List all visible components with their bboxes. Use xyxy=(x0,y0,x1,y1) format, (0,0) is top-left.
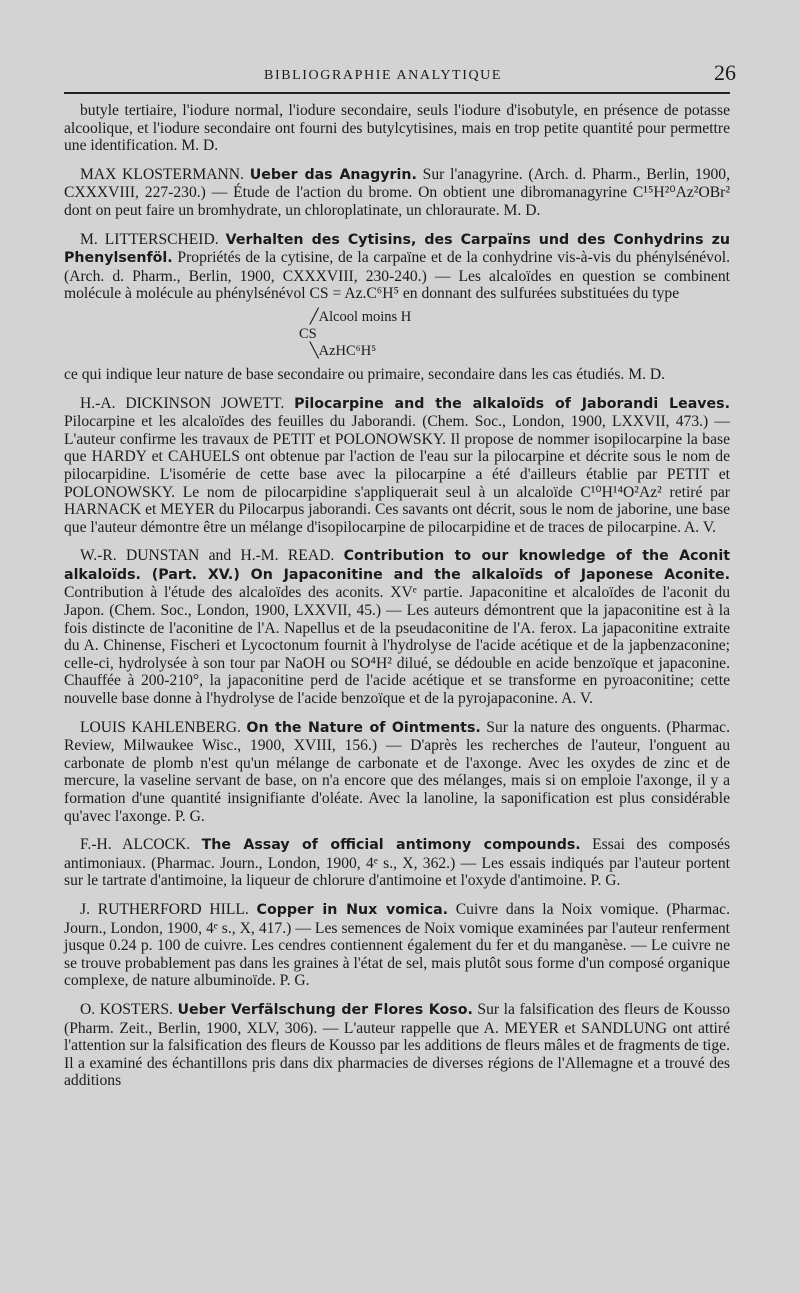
entry-title: On the Nature of Ointments. xyxy=(246,719,481,736)
formula-line: CS xyxy=(299,325,317,342)
entry-text: Essai des composés antimoniaux. (Pharmac. Journ., London, 1900, 4ᵉ s., X, 362.) — Les essais indiqués par l'auteur portent sur le tartrate d'antimoine, la liqueur de chlorure d'antimoine et l'oxyde d'antimoine. xyxy=(64,836,731,890)
formula-line: ╱Alcool moins H xyxy=(299,308,412,325)
entry-author: MAX KLOSTERMANN. xyxy=(80,165,244,183)
entry-title: Ueber Verfälschung der Flores Koso. xyxy=(177,1001,473,1018)
chemical-formula xyxy=(299,309,730,360)
entry-text: Cuivre dans la Noix vomique. (Pharmac. Journ., London, 1900, 4ᵉ s., X, 417.) — Les semences de Noix vomique examinées par l'auteur renferment jusque 0.24 p. 100 de cuivre. Les cendres contiennent également du fer et du manganèse. — Le cuivre ne se trouve probablement pas dans les graines à l'état de sel, mais plutôt sous forme d'un composé organique complexe, de nature albuminoïde. xyxy=(64,900,730,990)
bibliography-entry xyxy=(64,166,730,220)
bibliography-entry xyxy=(64,719,730,826)
entry-text: Sur l'anagyrine. (Arch. d. Pharm., Berlin, 1900, CXXXVIII, 227-230.) — Étude de l'action du brome. On obtient une dibromanagyrine C¹⁵H²⁰Az²OBr² dont on peut faire un bromhydrate, un chloroplatinate, un chloraurate. xyxy=(64,165,731,219)
header-rule xyxy=(64,92,730,94)
bibliography-entry xyxy=(64,901,730,990)
entry-author: H.-A. DICKINSON JOWETT. xyxy=(80,394,285,412)
bibliography-entry xyxy=(64,547,730,707)
bibliography-entry xyxy=(64,231,730,384)
entry-author: M. LITTERSCHEID. xyxy=(80,230,219,248)
entry-text: Contribution à l'étude des alcaloïdes des aconits. XVᵉ partie. Japaconitine et alcaloïdes de l'aconit du Japon. (Chem. Soc., London, 1900, LXXVII, 45.) — Les auteurs démontrent que la japaconitine est à la fois distincte de l'aconitine de l'A. Napellus et de la pseudaconitine de l'A. ferox. La japaconitine extraite du A. Chinense, Fischeri et Lycoctonum fournit à l'hydrolyse de l'acide acétique et de la japbenzaconine; celle-ci, hydrolysée à son tour par NaOH ou SO⁴H² dilué, se dédouble en acide benzoïque et japaconine. Chauffée à 200-210°, la japaconitine perd de l'acide acétique et se transforme en pyroaconitine; cette nouvelle base donne à l'hydrolyse de l'acide benzoïque et de la pyrojapaconine. xyxy=(64,584,730,708)
entry-signature: A. V. xyxy=(684,518,716,536)
entry-signature: A. V. xyxy=(561,690,594,708)
entry-signature: M. D. xyxy=(181,137,219,155)
article-body xyxy=(64,102,730,1090)
entry-author: J. RUTHERFORD HILL. xyxy=(80,900,249,918)
entry-title: Pilocarpine and the alkaloïds of Jaborandi Leaves. xyxy=(294,395,730,412)
entry-text-continued: ce qui indique leur nature de base secondaire ou primaire, secondaire dans les cas étudiés. xyxy=(64,365,625,383)
page-header xyxy=(64,58,736,86)
entry-author: LOUIS KAHLENBERG. xyxy=(80,718,241,736)
entry-signature: P. G. xyxy=(279,972,310,990)
entry-signature: P. G. xyxy=(174,807,205,825)
entry-title: Ueber das Anagyrin. xyxy=(249,166,417,183)
entry-title: Contribution to our knowledge of the Aconit alkaloïds. (Part. XV.) On Japaconitine and the alkaloïds of Japonese Aconite. xyxy=(64,548,730,583)
entry-title: Verhalten des Cytisins, des Carpaïns und des Conhydrins zu Phenylsenföl. xyxy=(64,231,730,267)
entry-text: butyle tertiaire, l'iodure normal, l'iodure secondaire, seuls l'iodure d'isobutyle, en présence de potasse alcoolique, et l'iodure secondaire ont fourni des butylcytisines, mais en trop petite quantité pour permettre une identification. xyxy=(64,102,730,155)
formula-line: ╲AzHC⁶H⁵ xyxy=(299,342,377,359)
entry-signature: M. D. xyxy=(628,365,666,383)
bibliography-entry xyxy=(64,395,730,537)
entry-text: Propriétés de la cytisine, de la carpaïne et de la conhydrine vis-à-vis du phénylsénévol. (Arch. d. Pharm., Berlin, 1900, CXXXVIII, 230-240.) — Les alcaloïdes en question se combinent molécule à molécule au phénylsénévol CS = Az.C⁶H⁵ en donnant des sulfurées substituées du type xyxy=(64,249,731,303)
entry-author: W.-R. DUNSTAN and H.-M. READ. xyxy=(80,547,335,565)
entry-text: Sur la nature des onguents. (Pharmac. Review, Milwaukee Wisc., 1900, XVIII, 156.) — D'après les recherches de l'auteur, l'onguent au carbonate de plomb n'est qu'un mélange de carbonate et de l'axonge. Avec les oxydes de zinc et de mercure, la vaseline servant de base, on n'a encore que des mélanges, mais si on emploie l'axonge, il y a formation d'une quantité insignifiante d'oléate. Avec la lanoline, la saponification est plus considérable qu'avec l'axonge. xyxy=(64,718,730,825)
bibliography-entry xyxy=(64,836,730,890)
entry-signature: P. G. xyxy=(590,872,621,890)
page-number: 26 xyxy=(714,60,736,85)
entry-signature: M. D. xyxy=(503,201,541,219)
entry-text: Sur la falsification des fleurs de Kousso (Pharm. Zeit., Berlin, 1900, XLV, 306). — L'auteur rappelle que A. MEYER et SANDLUNG ont attiré l'attention sur la falsification des fleurs de Kousso par les additions de fleurs mâles et de fragments de tige. Il a examiné des échantillons pris dans dix pharmacies de diverses régions de l'Allemagne et a trouvé des additions xyxy=(64,1000,731,1090)
entry-title: The Assay of official antimony compounds. xyxy=(201,837,581,854)
running-head: BIBLIOGRAPHIE ANALYTIQUE xyxy=(264,68,503,83)
bibliography-entry xyxy=(64,1001,730,1090)
entry-author: F.-H. ALCOCK. xyxy=(80,836,191,854)
entry-author: O. KOSTERS. xyxy=(80,1000,173,1018)
bibliography-entry xyxy=(64,102,730,155)
entry-title: Copper in Nux vomica. xyxy=(256,901,449,918)
entry-text: Pilocarpine et les alcaloïdes des feuilles du Jaborandi. (Chem. Soc., London, 1900, LXXVII, 473.) — L'auteur confirme les travaux de PETIT et POLONOWSKY. Il propose de nommer isopilocarpine la base que HARDY et CAHUELS ont obtenue par l'action de l'eau sur la pilocarpine et décrite sous le nom de pilocarpidine. L'isomérie de cette base avec la pilocarpine a été d'ailleurs établie par PETIT et POLONOWSKY. Le nom de pilocarpidine s'appliquerait seul à un alcaloïde C¹⁰H¹⁴O²Az² retiré par HARNACK et MEYER du Pilocarpus jaborandi. Ces savants ont décrit, sous le nom de jaborine, une base que l'auteur démontre être un mélange d'isopilocarpine de pilocarpidine et de traces de pilocarpine. xyxy=(64,413,730,536)
